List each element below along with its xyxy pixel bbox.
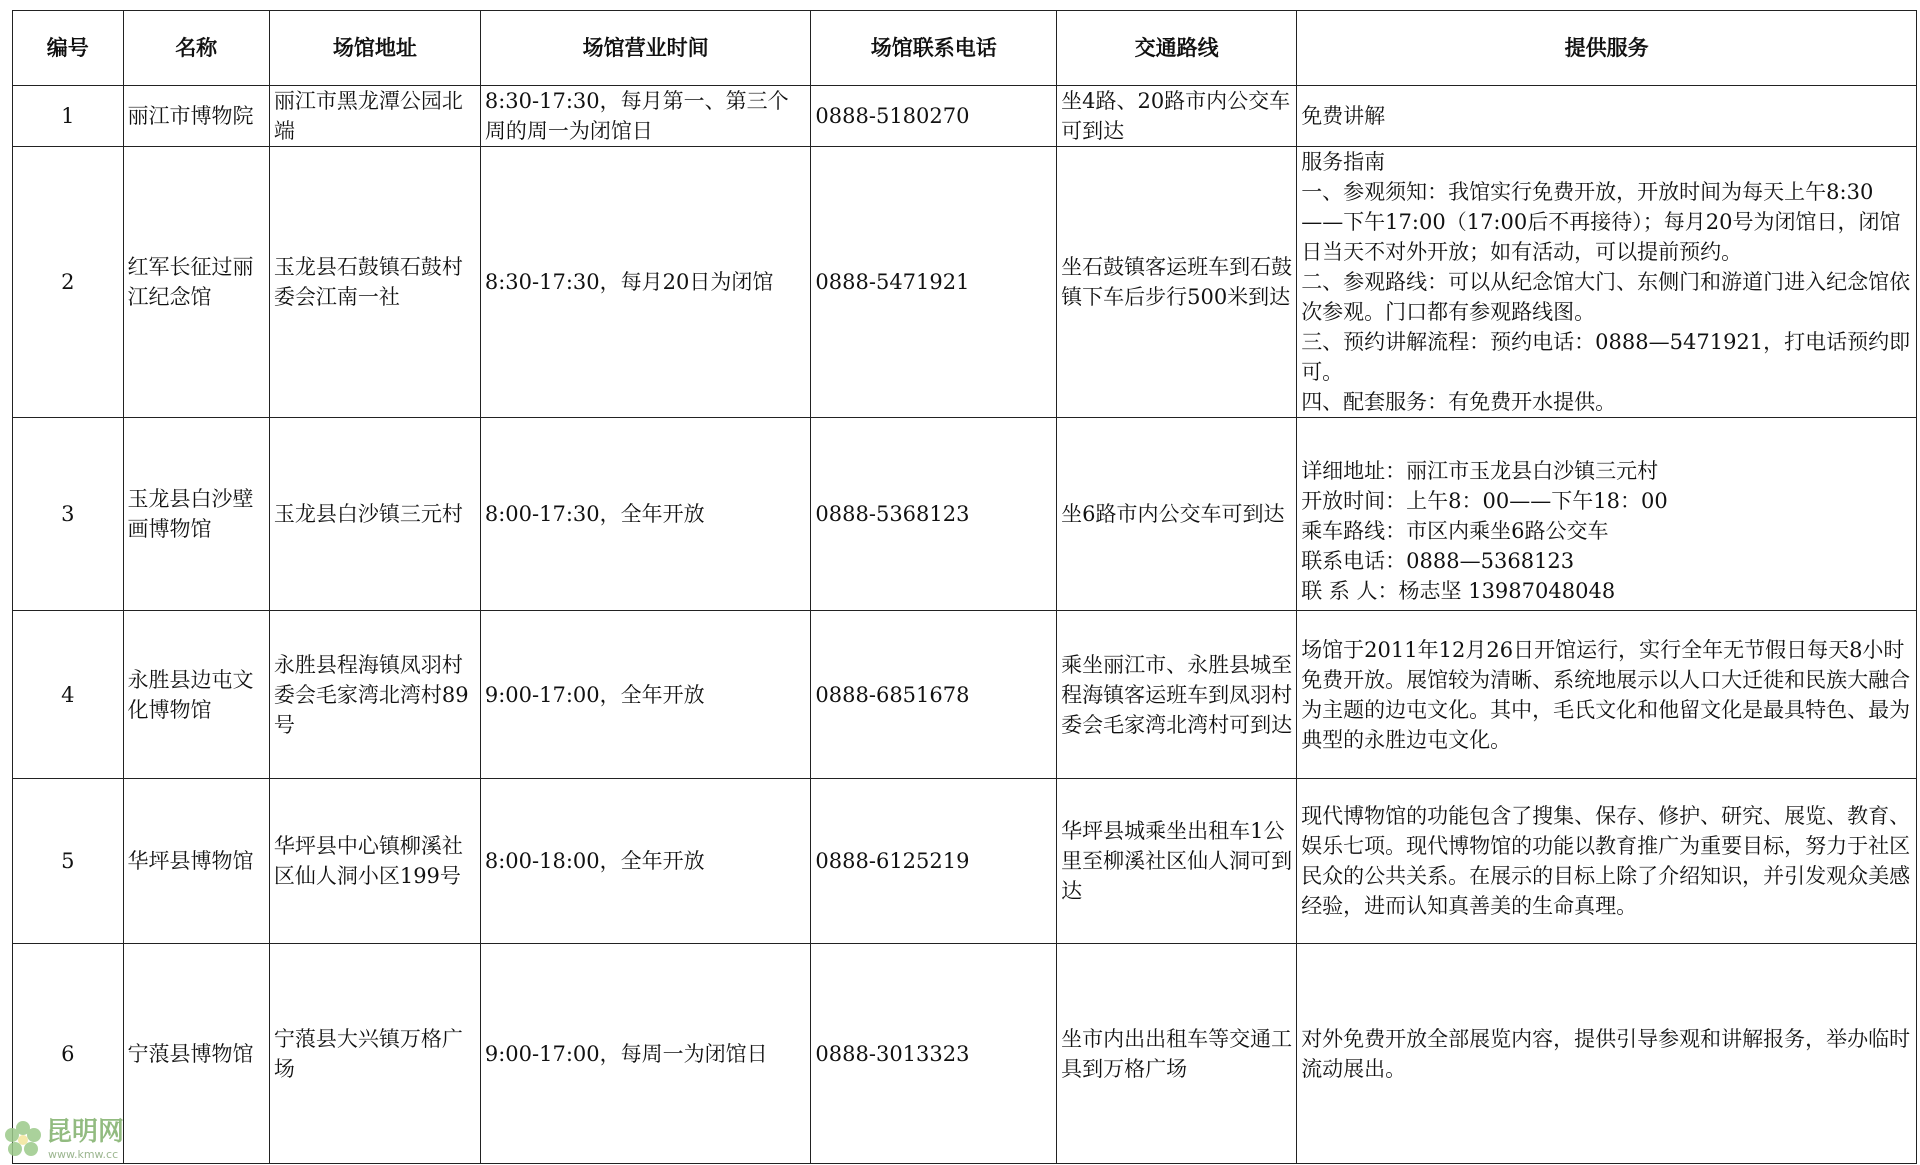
cell-services [1297,779,1917,944]
cell-hours: 8:00-17:30，全年开放 [480,418,811,611]
cell-name: 华坪县博物馆 [123,779,269,944]
cell-phone: 0888-6851678 [811,611,1057,779]
service-line: 联 系 人：杨志坚 13987048048 [1301,579,1616,603]
service-line: 三、预约讲解流程：预约电话：0888—5471921，打电话预约即可。 [1301,330,1911,384]
cell-phone: 0888-5471921 [811,147,1057,418]
cell-transport: 坐4路、20路市内公交车可到达 [1057,86,1297,147]
cell-services [1297,147,1917,418]
museum-table-sheet [12,10,1917,1158]
table-row [13,86,1917,147]
table-row [13,147,1917,418]
cell-transport: 坐市内出出租车等交通工具到万格广场 [1057,944,1297,1164]
cell-number: 3 [13,418,124,611]
cell-hours: 9:00-17:00，全年开放 [480,611,811,779]
cell-phone: 0888-6125219 [811,779,1057,944]
service-line: 详细地址：丽江市玉龙县白沙镇三元村 [1301,459,1659,483]
cell-name: 永胜县边屯文化博物馆 [123,611,269,779]
watermark-url: www.kmw.cc [48,1148,119,1161]
header-services: 提供服务 [1297,11,1917,86]
cell-transport: 华坪县城乘坐出租车1公里至柳溪社区仙人洞可到达 [1057,779,1297,944]
service-line: 四、配套服务：有免费开水提供。 [1301,390,1617,414]
table-row [13,418,1917,611]
service-line: 免费讲解 [1301,104,1386,128]
cell-name: 宁蒗县博物馆 [123,944,269,1164]
header-row [13,11,1917,86]
service-line: 二、参观路线：可以从纪念馆大门、东侧门和游道门进入纪念馆依次参观。门口都有参观路线图。 [1301,270,1911,324]
cell-services [1297,944,1917,1164]
header-phone: 场馆联系电话 [811,11,1057,86]
service-line: 开放时间：上午8：00——下午18：00 [1301,489,1668,513]
cell-address: 丽江市黑龙潭公园北端 [269,86,480,147]
cell-transport: 坐石鼓镇客运班车到石鼓镇下车后步行500米到达 [1057,147,1297,418]
cell-address: 玉龙县石鼓镇石鼓村委会江南一社 [269,147,480,418]
service-line: 一、参观须知：我馆实行免费开放，开放时间为每天上午8:30——下午17:00（17:00后不再接待）；每月20号为闭馆日，闭馆日当天不对外开放；如有活动，可以提前预约。 [1301,180,1901,264]
header-number: 编号 [13,11,124,86]
cell-number: 5 [13,779,124,944]
cell-phone: 0888-3013323 [811,944,1057,1164]
cell-name: 玉龙县白沙壁画博物馆 [123,418,269,611]
cell-name: 红军长征过丽江纪念馆 [123,147,269,418]
flower-logo-icon [2,1119,44,1161]
cell-hours: 8:30-17:30，每月第一、第三个周的周一为闭馆日 [480,86,811,147]
service-line: 联系电话：0888—5368123 [1301,549,1575,573]
cell-address: 永胜县程海镇凤羽村委会毛家湾北湾村89号 [269,611,480,779]
header-address: 场馆地址 [269,11,480,86]
site-watermark [2,1117,142,1163]
header-hours: 场馆营业时间 [480,11,811,86]
cell-name: 丽江市博物院 [123,86,269,147]
table-row [13,944,1917,1164]
cell-services [1297,418,1917,611]
cell-phone: 0888-5180270 [811,86,1057,147]
cell-address: 玉龙县白沙镇三元村 [269,418,480,611]
service-line: 服务指南 [1301,150,1386,174]
cell-number: 2 [13,147,124,418]
cell-address: 华坪县中心镇柳溪社区仙人洞小区199号 [269,779,480,944]
cell-phone: 0888-5368123 [811,418,1057,611]
service-line: 乘车路线：市区内乘坐6路公交车 [1301,519,1609,543]
cell-number: 1 [13,86,124,147]
cell-services [1297,86,1917,147]
watermark-site-name: 昆明网 [46,1117,125,1147]
cell-transport: 乘坐丽江市、永胜县城至程海镇客运班车到凤羽村委会毛家湾北湾村可到达 [1057,611,1297,779]
service-line: 现代博物馆的功能包含了搜集、保存、修护、研究、展览、教育、娱乐七项。现代博物馆的功能以教育推广为重要目标，努力于社区民众的公共关系。在展示的目标上除了介绍知识，并引发观众美感经验，进而认知真善美的生命真理。 [1301,804,1911,918]
cell-hours: 8:30-17:30，每月20日为闭馆 [480,147,811,418]
service-line: 场馆于2011年12月26日开馆运行，实行全年无节假日每天8小时免费开放。展馆较为清晰、系统地展示以人口大迁徙和民族大融合为主题的边屯文化。其中，毛氏文化和他留文化是最具特色、最为典型的永胜边屯文化。 [1301,637,1911,752]
header-name: 名称 [123,11,269,86]
cell-number: 6 [13,944,124,1164]
cell-number: 4 [13,611,124,779]
cell-hours: 8:00-18:00，全年开放 [480,779,811,944]
header-transport: 交通路线 [1057,11,1297,86]
table-row [13,611,1917,779]
cell-transport: 坐6路市内公交车可到达 [1057,418,1297,611]
service-line: 对外免费开放全部展览内容，提供引导参观和讲解报务，举办临时流动展出。 [1301,1026,1911,1081]
museum-info-table [12,10,1917,1164]
cell-address: 宁蒗县大兴镇万格广场 [269,944,480,1164]
cell-services [1297,611,1917,779]
cell-hours: 9:00-17:00，每周一为闭馆日 [480,944,811,1164]
table-row [13,779,1917,944]
